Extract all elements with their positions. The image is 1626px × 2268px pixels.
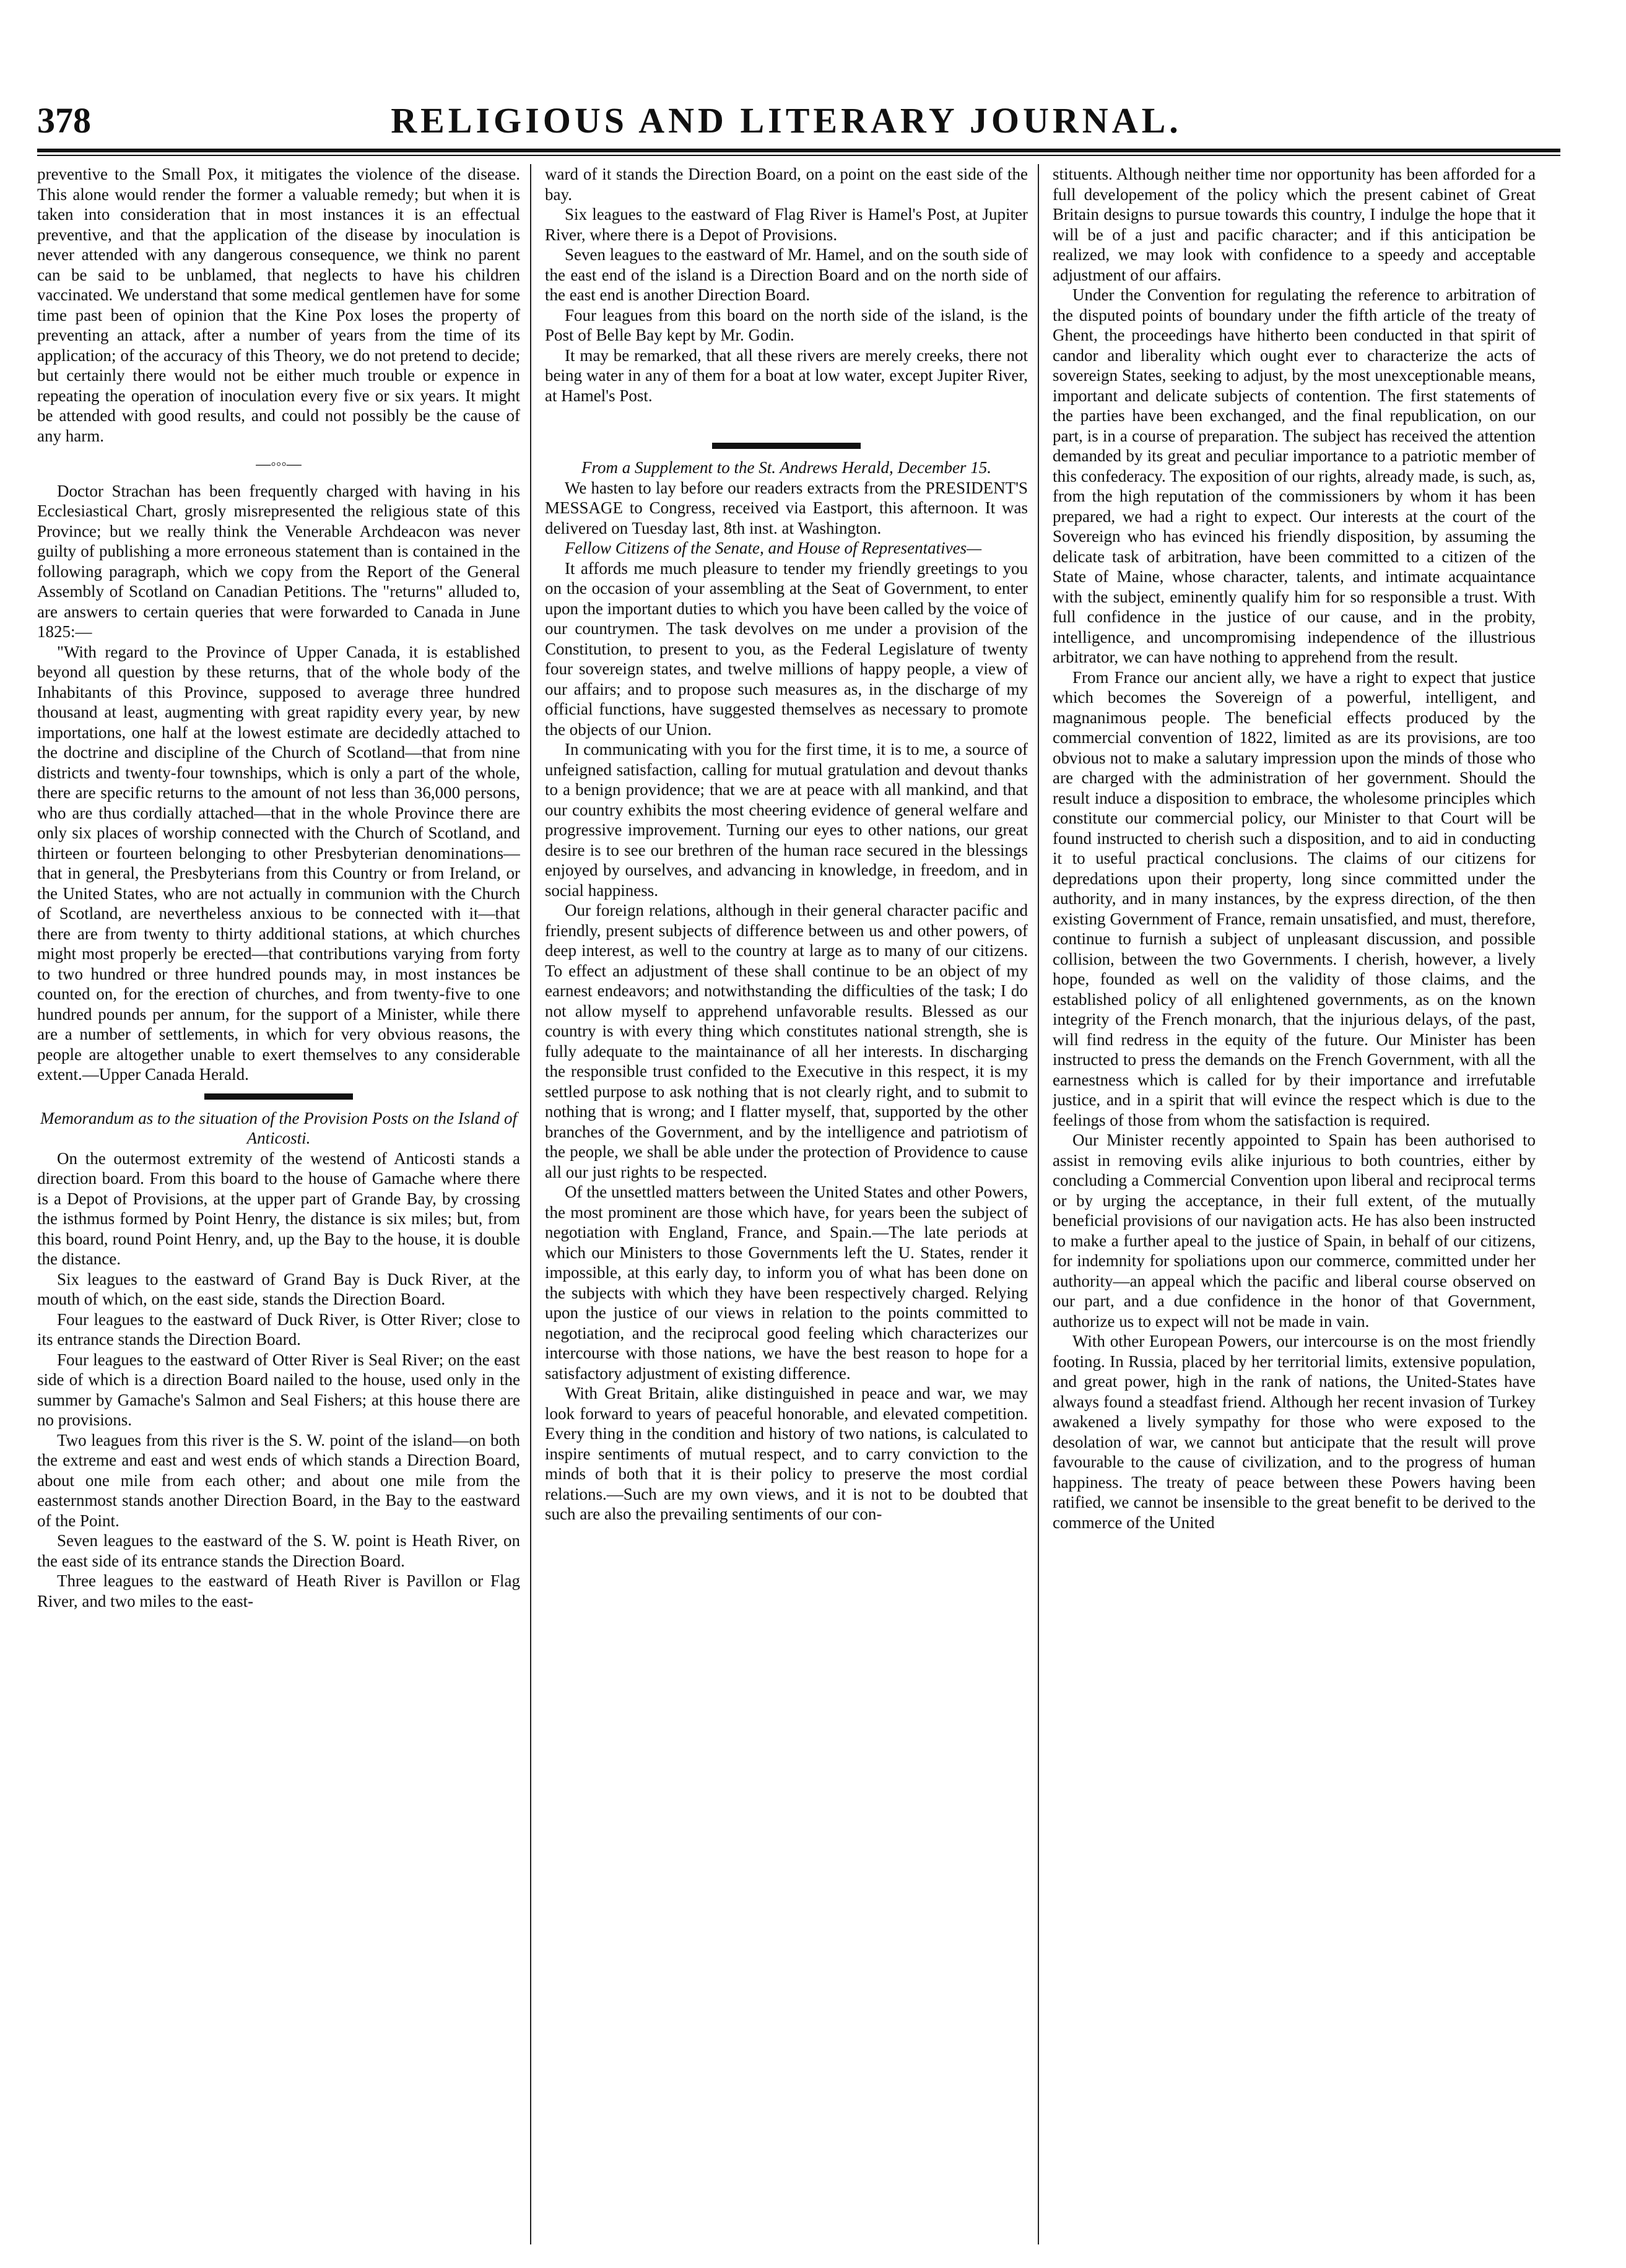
paragraph: Our foreign relations, although in their general character pacific and friendly, present subjects of difference between us and other powers, of deep interest, as well to the country at large as to many of our citizens. To effect an adjustment of these shall continue to be an object of my earnest endeavors; and notwithstanding the difficulties of the task; I do not allow myself to apprehend unfavorable results. Blessed as our country is with every thing which constitutes national strength, she is fully adequate to the maintainance of all her interests. In discharging the responsible trust confided to the Executive in this respect, it is my settled purpose to ask nothing that is not clearly right, and to submit to nothing that is wrong; and I flatter myself, that, supported by the other branches of the Government, and by the intelligence and patriotism of the people, we shall be able under the protection of Providence to cause all our just rights to be respected. (545, 901, 1028, 1181)
header-rule-thin (37, 155, 1560, 156)
column-2 (545, 164, 1028, 2244)
paragraph: Seven leagues to the eastward of Mr. Hamel, and on the south side of the east end of the island is a Direction Board and on the north side of the east end is another Direction Board. (545, 245, 1028, 304)
paragraph: Seven leagues to the eastward of the S. W. point is Heath River, on the east side of its entrance stands the Direction Board. (37, 1531, 520, 1570)
paragraph: In communicating with you for the first time, it is to me, a source of unfeigned satisfaction, calling for mutual gratulation and devout thanks to a benign providence; that we are at peace with all mankind, and that our country exhibits the most cheering evidence of general welfare and progressive improvement. Turning our eyes to other nations, our great desire is to see our brethren of the human race secured in the blessings enjoyed by ourselves, and advancing in knowledge, in freedom, and in social happiness. (545, 740, 1028, 900)
column-divider (530, 164, 531, 2244)
paragraph: It may be remarked, that all these rivers are merely creeks, there not being water in any of them for a boat at low water, except Jupiter River, at Hamel's Post. (545, 345, 1028, 405)
salutation: Fellow Citizens of the Senate, and House of Representatives— (565, 539, 982, 557)
section-ornament: —◦◦◦— (256, 456, 302, 472)
paragraph: Our Minister recently appointed to Spain has been authorised to assist in removing evils alike injurious to both countries, either by concluding a Commercial Convention upon liberal and reciprocal terms or by urging the acceptance, in their full extent, of the mutually beneficial provisions of our navigation acts. He has also been instructed to make a further apeal to the justice of Spain, in behalf of our citizens, for indemnity for spoliations upon our commerce, committed under her authority—an appeal which the pacific and liberal course observed on our part, and a due confidence in the honor of that Government, authorize us to expect will not be made in vain. (1053, 1131, 1536, 1331)
paragraph: With other European Powers, our intercourse is on the most friendly footing. In Russia, placed by her territorial limits, extensive population, and great power, high in the rank of nations, the United-States have always found a steadfast friend. Although her recent invasion of Turkey awakened a lively sympathy for those who were exposed to the desolation of war, we cannot but anticipate that the result will prove favourable to the cause of civilization, and to the progress of human happiness. The treaty of peace between these Powers having been ratified, we cannot be insensible to the great benefit to be derived to the commerce of the United (1053, 1332, 1536, 1532)
paragraph: preventive to the Small Pox, it mitigates the violence of the disease. This alone would render the former a valuable remedy; but when it is taken into consideration that in most instances it is an effectual preventive, and that the application of the disease by inoculation is never attended with any dangerous consequence, we think no parent can be said to be unblamed, that neglects to have his children vaccinated. We understand that some medical gentlemen have for some time past been of opinion that the Kine Pox loses the property of preventing an attack, after a number of years from the time of its application; of the accuracy of this Theory, we do not pretend to decide; but certainly there would not be either much trouble or expence in repeating the operation of inoculation every five or six years. It might be attended with good results, and could not possibly be the cause of any harm. (37, 165, 520, 445)
paragraph: From France our ancient ally, we have a right to expect that justice which becomes the Sovereign of a powerful, intelligent, and magnanimous people. The beneficial effects produced by the commercial convention of 1822, limited as are its provisions, are too obvious not to make a salutary impression upon the minds of those who are charged with the administration of her government. Should the result induce a disposition to embrace, the wholesome principles which constitute our commercial policy, our Minister to that Court will be found instructed to cherish such a disposition, and to aid in conducting it to useful practical conclusions. The claims of our citizens for depredations upon their property, long since committed under the authority, and in many instances, by the express direction, of the then existing Government of France, remain unsatisfied, and must, therefore, continue to furnish a subject of unpleasant discussion, and possible collision, between the two Governments. I cherish, however, a lively hope, founded as well on the validity of those claims, and the established policy of all enlightened governments, as on the known integrity of the French monarch, that the injurious delays, of the past, will find redress in the equity of the future. Our Minister has been instructed to press the demands on the French Government, with all the earnestness which is called for by their importance and irrefutable justice, and in a spirit that will evince the respect which is due to the feelings of those from whom the satisfaction is required. (1053, 667, 1536, 1129)
section-rule (712, 443, 861, 449)
paragraph: Four leagues to the eastward of Otter River is Seal River; on the east side of which is a direction Board nailed to the house, used only in the summer by Gamache's Salmon and Seal Fishers; at this house there are no provisions. (37, 1350, 520, 1429)
paragraph: Of the unsettled matters between the United States and other Powers, the most prominent are those which have, for years been the subject of negotiation with England, France, and Spain.—The late periods at which our Ministers to those Governments left the U. States, render it impossible, at this early day, to inform you of what has been done on the subjects with which they have been respectively charged. Relying upon the justice of our views in relation to the points committed to negotiation, and the reciprocal good feeling which characterizes our intercourse with those nations, we have the best reason to hope for a satisfactory adjustment of existing difference. (545, 1183, 1028, 1383)
paragraph: Three leagues to the eastward of Heath River is Pavillon or Flag River, and two miles to the east- (37, 1571, 520, 1610)
paragraph: ward of it stands the Direction Board, on a point on the east side of the bay. (545, 165, 1028, 204)
column-3 (1053, 164, 1536, 2244)
paragraph: It affords me much pleasure to tender my friendly greetings to you on the occasion of your assembling at the Seat of Government, to enter upon the important duties to which you have been called by the voice of our countrymen. The task devolves on me under a provision of the Constitution, to present to you, as the Federal Legislature of twenty four sovereign states, and twelve millions of happy people, a view of our affairs; and to propose such measures as, in the discharge of my official functions, have suggested themselves as necessary to promote the objects of our Union. (545, 558, 1028, 739)
paragraph: Four leagues to the eastward of Duck River, is Otter River; close to its entrance stands the Direction Board. (37, 1310, 520, 1349)
paragraph: Doctor Strachan has been frequently charged with having in his Ecclesiastical Chart, grosly misrepresented the religious state of this Province; but we really think the Venerable Archdeacon was never guilty of publishing a more erroneous statement than is contained in the following paragraph, which we copy from the Report of the General Assembly of Scotland on Canadian Petitions. The "returns" alluded to, are answers to certain queries that were forwarded to Canada in June 1825:— (37, 481, 520, 641)
page-number: 378 (37, 100, 91, 141)
section-rule (204, 1093, 353, 1100)
header-rule-thick (37, 149, 1560, 152)
paragraph: stituents. Although neither time nor opportunity has been afforded for a full developement of the policy which the present cabinet of Great Britain designs to pursue towards this country, I indulge the hope that it will be of a just and pacific character; and if this anticipation be realized, we may look with confidence to a speedy and acceptable adjustment of our affairs. (1053, 165, 1536, 284)
column-divider (1038, 164, 1039, 2244)
paragraph: "With regard to the Province of Upper Canada, it is established beyond all question by these returns, that of the whole body of the Inhabitants of this Province, supposed to average three hundred thousand at least, augmenting with great rapidity every year, by new importations, one half at the lowest estimate are decidedly attached to the doctrine and discipline of the Church of Scotland—that from nine districts and twenty-four townships, which is only a part of the whole, there are specific returns to the amount of not less than 36,000 persons, who are thus cordially attached—that in the whole Province there are only six places of worship connected with the Church of Scotland, and thirteen or fourteen belonging to other Presbyterian denominations—that in general, the Presbyterians from this Country or from Ireland, or the United States, who are not actually in communion with the Church of Scotland, are nevertheless anxious to be connected with it—that there are from twenty to thirty additional stations, at which churches might most properly be erected—that contributions varying from forty to two hundred or three hundred pounds may, in most instances be counted on, for the erection of churches, and from twenty-five to one hundred pounds per annum, for the support of a Minister, while there are a number of settlements, in which for very obvious reasons, the people are altogether unable to exert themselves to any considerable extent.—Upper Canada Herald. (37, 642, 520, 1084)
paragraph: Two leagues from this river is the S. W. point of the island—on both the extreme and east and west ends of which stands a Direction Board, about one mile from each other; and about one mile from the easternmost stands another Direction Board, in the Bay to the eastward of the Point. (37, 1430, 520, 1530)
page-header (37, 96, 1548, 146)
journal-title: RELIGIOUS AND LITERARY JOURNAL. (391, 100, 1182, 141)
paragraph: We hasten to lay before our readers extracts from the PRESIDENT'S MESSAGE to Congress, received via Eastport, this afternoon. It was delivered on Tuesday last, 8th inst. at Washington. (545, 478, 1028, 537)
paragraph: Four leagues from this board on the north side of the island, is the Post of Belle Bay kept by Mr. Godin. (545, 305, 1028, 344)
paragraph: Six leagues to the eastward of Grand Bay is Duck River, at the mouth of which, on the east side, stands the Direction Board. (37, 1269, 520, 1308)
paragraph: Under the Convention for regulating the reference to arbitration of the disputed points of boundary under the fifth article of the treaty of Ghent, the proceedings have hitherto been conducted in that spirit of candor and liberality which ought ever to characterize the acts of sovereign States, seeking to adjust, by the most unexceptionable means, important and delicate subjects of contention. The first statements of the parties have been exchanged, and the final republication, on our part, is in a course of preparation. The subject has received the attention demanded by its great and peculiar importance to a patriotic member of this confederacy. The exposition of our rights, already made, is such, as, from the high reputation of the commissioners by whom it has been prepared, we had a right to expect. Our interests at the court of the Sovereign who has evinced his friendly disposition, by assuming the delicate task of arbitration, have been committed to a citizen of the State of Maine, whose character, talents, and intimate acquaintance with the subject, eminently qualify him for so responsible a trust. With full confidence in the justice of our cause, and in the probity, intelligence, and uncompromising independence of the illustrious arbitrator, we can have nothing to apprehend from the result. (1053, 285, 1536, 666)
paragraph: Six leagues to the eastward of Flag River is Hamel's Post, at Jupiter River, where there is a Depot of Provisions. (545, 205, 1028, 244)
paragraph: On the outermost extremity of the westend of Anticosti stands a direction board. From this board to the house of Gamache where there is a Depot of Provisions, at the upper part of Grande Bay, by crossing the isthmus formed by Point Henry, the distance is six miles; but, from this board, round Point Henry, and, up the Bay to the house, it is double the distance. (37, 1149, 520, 1268)
paragraph: With Great Britain, alike distinguished in peace and war, we may look forward to years of peaceful honorable, and elevated competition. Every thing in the condition and history of two nations, is calculated to inspire sentiments of mutual respect, and to carry conviction to the minds of both that it is their policy to preserve the most cordial relations.—Such are my own views, and it is not to be doubted that such are also the prevailing sentiments of our con- (545, 1384, 1028, 1523)
article-title: Memorandum as to the situation of the Provision Posts on the Island of Anticosti. (40, 1108, 517, 1147)
article-source: From a Supplement to the St. Andrews Herald, December 15. (581, 458, 991, 477)
column-1 (37, 164, 520, 2244)
